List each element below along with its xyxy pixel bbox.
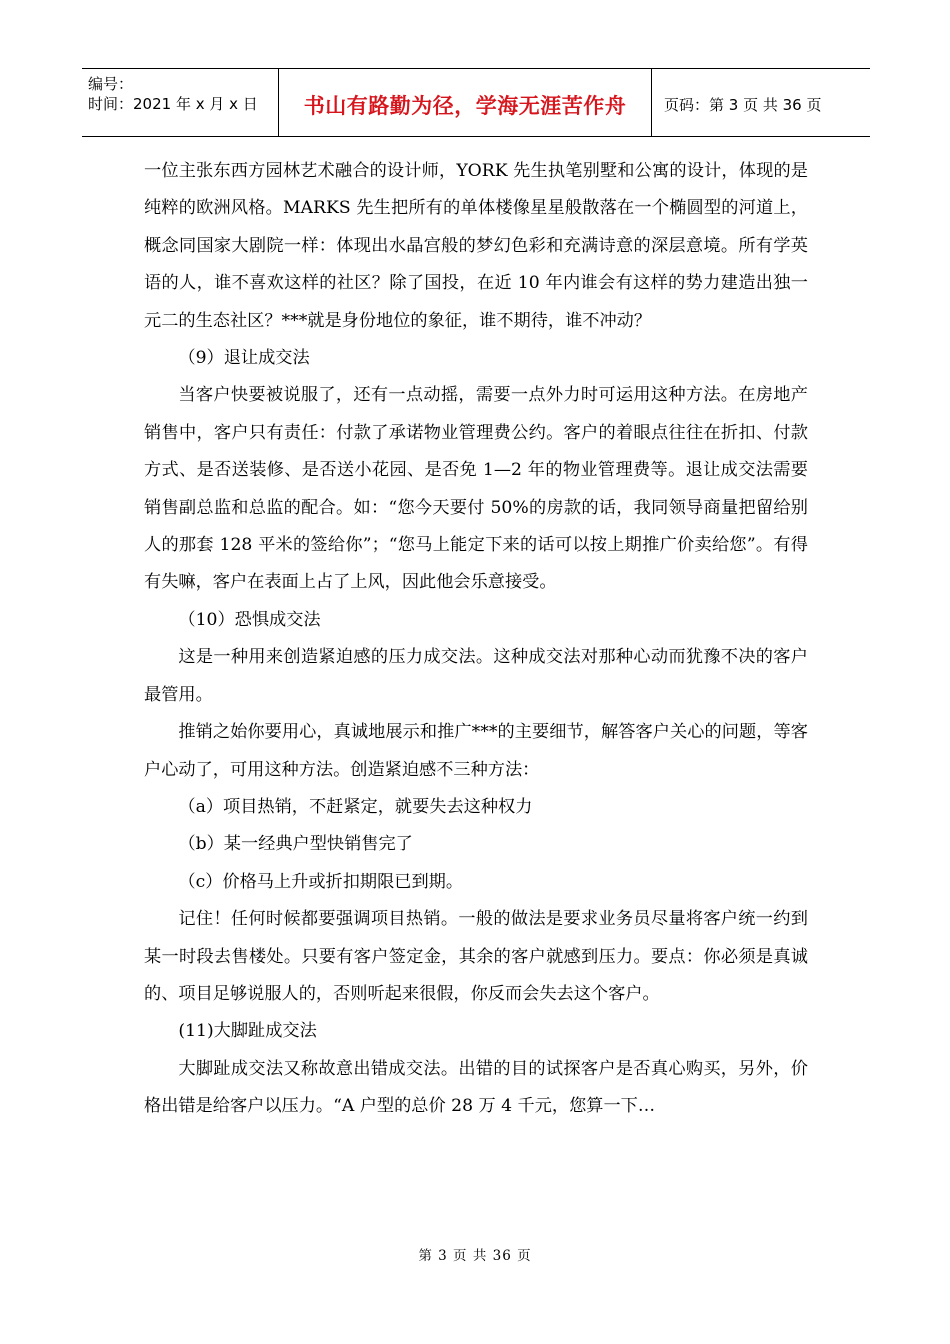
body-paragraph: 大脚趾成交法又称故意出错成交法。出错的目的试探客户是否真心购买，另外，价格出错是给客户以压力。“A 户型的总价 28 万 4 千元，您算一下… [144, 1058, 808, 1117]
body-paragraph: 这是一种用来创造紧迫感的压力成交法。这种成交法对那种心动而犹豫不决的客户最管用。 [144, 647, 808, 705]
date-line: 时间：2021 年 x 月 x 日 [88, 95, 258, 113]
body-paragraph: 一位主张东西方园林艺术融合的设计师，YORK 先生执笔别墅和公寓的设计，体现的是纯粹的欧洲风格。MARKS 先生把所有的单体楼像星星般散落在一个椭圆型的河道上，概念同国家大剧院一样：体现出水晶宫般的梦幻色彩和充满诗意的深层意境。所有学英语的人，谁不喜欢这样的社区？除了国投，在近 10 年内谁会有这样的势力建造出独一元二的生态社区？***就是身份地位的象征，谁不期待，谁不冲动？ [144, 161, 808, 331]
document-body [144, 153, 808, 1126]
section-heading: （10）恐惧成交法 [178, 609, 321, 630]
body-paragraph: 记住！任何时候都要强调项目热销。一般的做法是要求业务员尽量将客户统一约到某一时段去售楼处。只要有客户签定金，其余的客户就感到压力。要点：你必须是真诚的、项目足够说服人的，否则听起来很假，你反而会失去这个客户。 [144, 909, 808, 1004]
section-heading: （9）退让成交法 [178, 348, 310, 369]
header-motto-cell [279, 69, 652, 136]
footer-page-number: 第 3 页 共 36 页 [418, 1248, 532, 1264]
header-page-cell [652, 69, 870, 136]
document-header [82, 68, 870, 137]
list-item: （c）价格马上升或折扣期限已到期。 [178, 871, 464, 892]
body-paragraph: 当客户快要被说服了，还有一点动摇，需要一点外力时可运用这种方法。在房地产销售中，客户只有责任：付款了承诺物业管理费公约。客户的着眼点往往在折扣、付款方式、是否送装修、是否送小花园、是否免 1—2 年的物业管理费等。退让成交法需要销售副总监和总监的配合。如：“您今天要付 50%的房款的话，我同领导商量把留给别人的那套 128 平米的签给你”；“您马上能定下来的话可以按上期推广价卖给您”。有得有失嘛，客户在表面上占了上风，因此他会乐意接受。 [144, 385, 808, 593]
page-footer [0, 1244, 950, 1264]
header-page-label: 页码：第 3 页 共 36 页 [664, 96, 822, 114]
list-item: （a）项目热销，不赶紧定，就要失去这种权力 [178, 796, 533, 817]
section-heading: (11)大脚趾成交法 [178, 1021, 317, 1042]
header-motto: 书山有路勤为径，学海无涯苦作舟 [303, 93, 627, 118]
doc-number-label: 编号： [88, 75, 134, 93]
header-meta-cell [82, 69, 279, 136]
body-paragraph: 推销之始你要用心，真诚地展示和推广***的主要细节，解答客户关心的问题，等客户心动了，可用这种方法。创造紧迫感不三种方法： [144, 722, 808, 780]
list-item: （b）某一经典户型快销售完了 [178, 834, 413, 855]
